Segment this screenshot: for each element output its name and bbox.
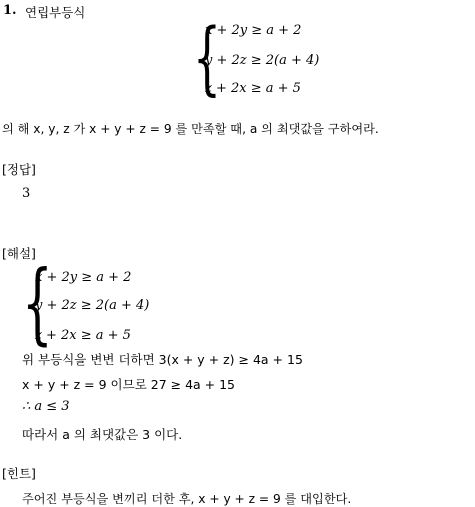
explanation-line-1: 위 부등식을 변변 더하면 3(x + y + z) ≥ 4a + 15	[22, 352, 303, 367]
system-inequality-2: y + 2z ≥ 2(a + 4)	[205, 53, 320, 68]
question-text: 의 해 x, y, z 가 x + y + z = 9 를 만족할 때, a 의 최댓값을 구하여라.	[2, 122, 379, 136]
explanation-line-2: x + y + z = 9 이므로 27 ≥ 4a + 15	[22, 377, 236, 392]
explanation-label: [해설]	[2, 246, 36, 261]
explanation-line-3: ∴ a ≤ 3	[22, 399, 70, 414]
system-brace: {	[193, 11, 221, 104]
explanation-inequality-3: z + 2x ≥ a + 5	[35, 328, 131, 343]
explanation-line-4: 따라서 a 의 최댓값은 3 이다.	[22, 427, 183, 442]
answer-value: 3	[22, 186, 31, 201]
explanation-brace: {	[22, 251, 53, 354]
problem-number: 1.	[3, 3, 17, 18]
problem-title: 연립부등식	[25, 5, 86, 20]
explanation-inequality-2: y + 2z ≥ 2(a + 4)	[35, 298, 150, 313]
system-inequality-1: x + 2y ≥ a + 2	[205, 23, 302, 38]
explanation-inequality-1: x + 2y ≥ a + 2	[35, 270, 132, 285]
hint-label: [힌트]	[2, 466, 36, 481]
system-inequality-3: z + 2x ≥ a + 5	[205, 81, 301, 96]
answer-label: [정답]	[2, 162, 36, 177]
hint-text: 주어진 부등식을 변끼리 더한 후, x + y + z = 9 를 대입한다.	[22, 492, 352, 506]
